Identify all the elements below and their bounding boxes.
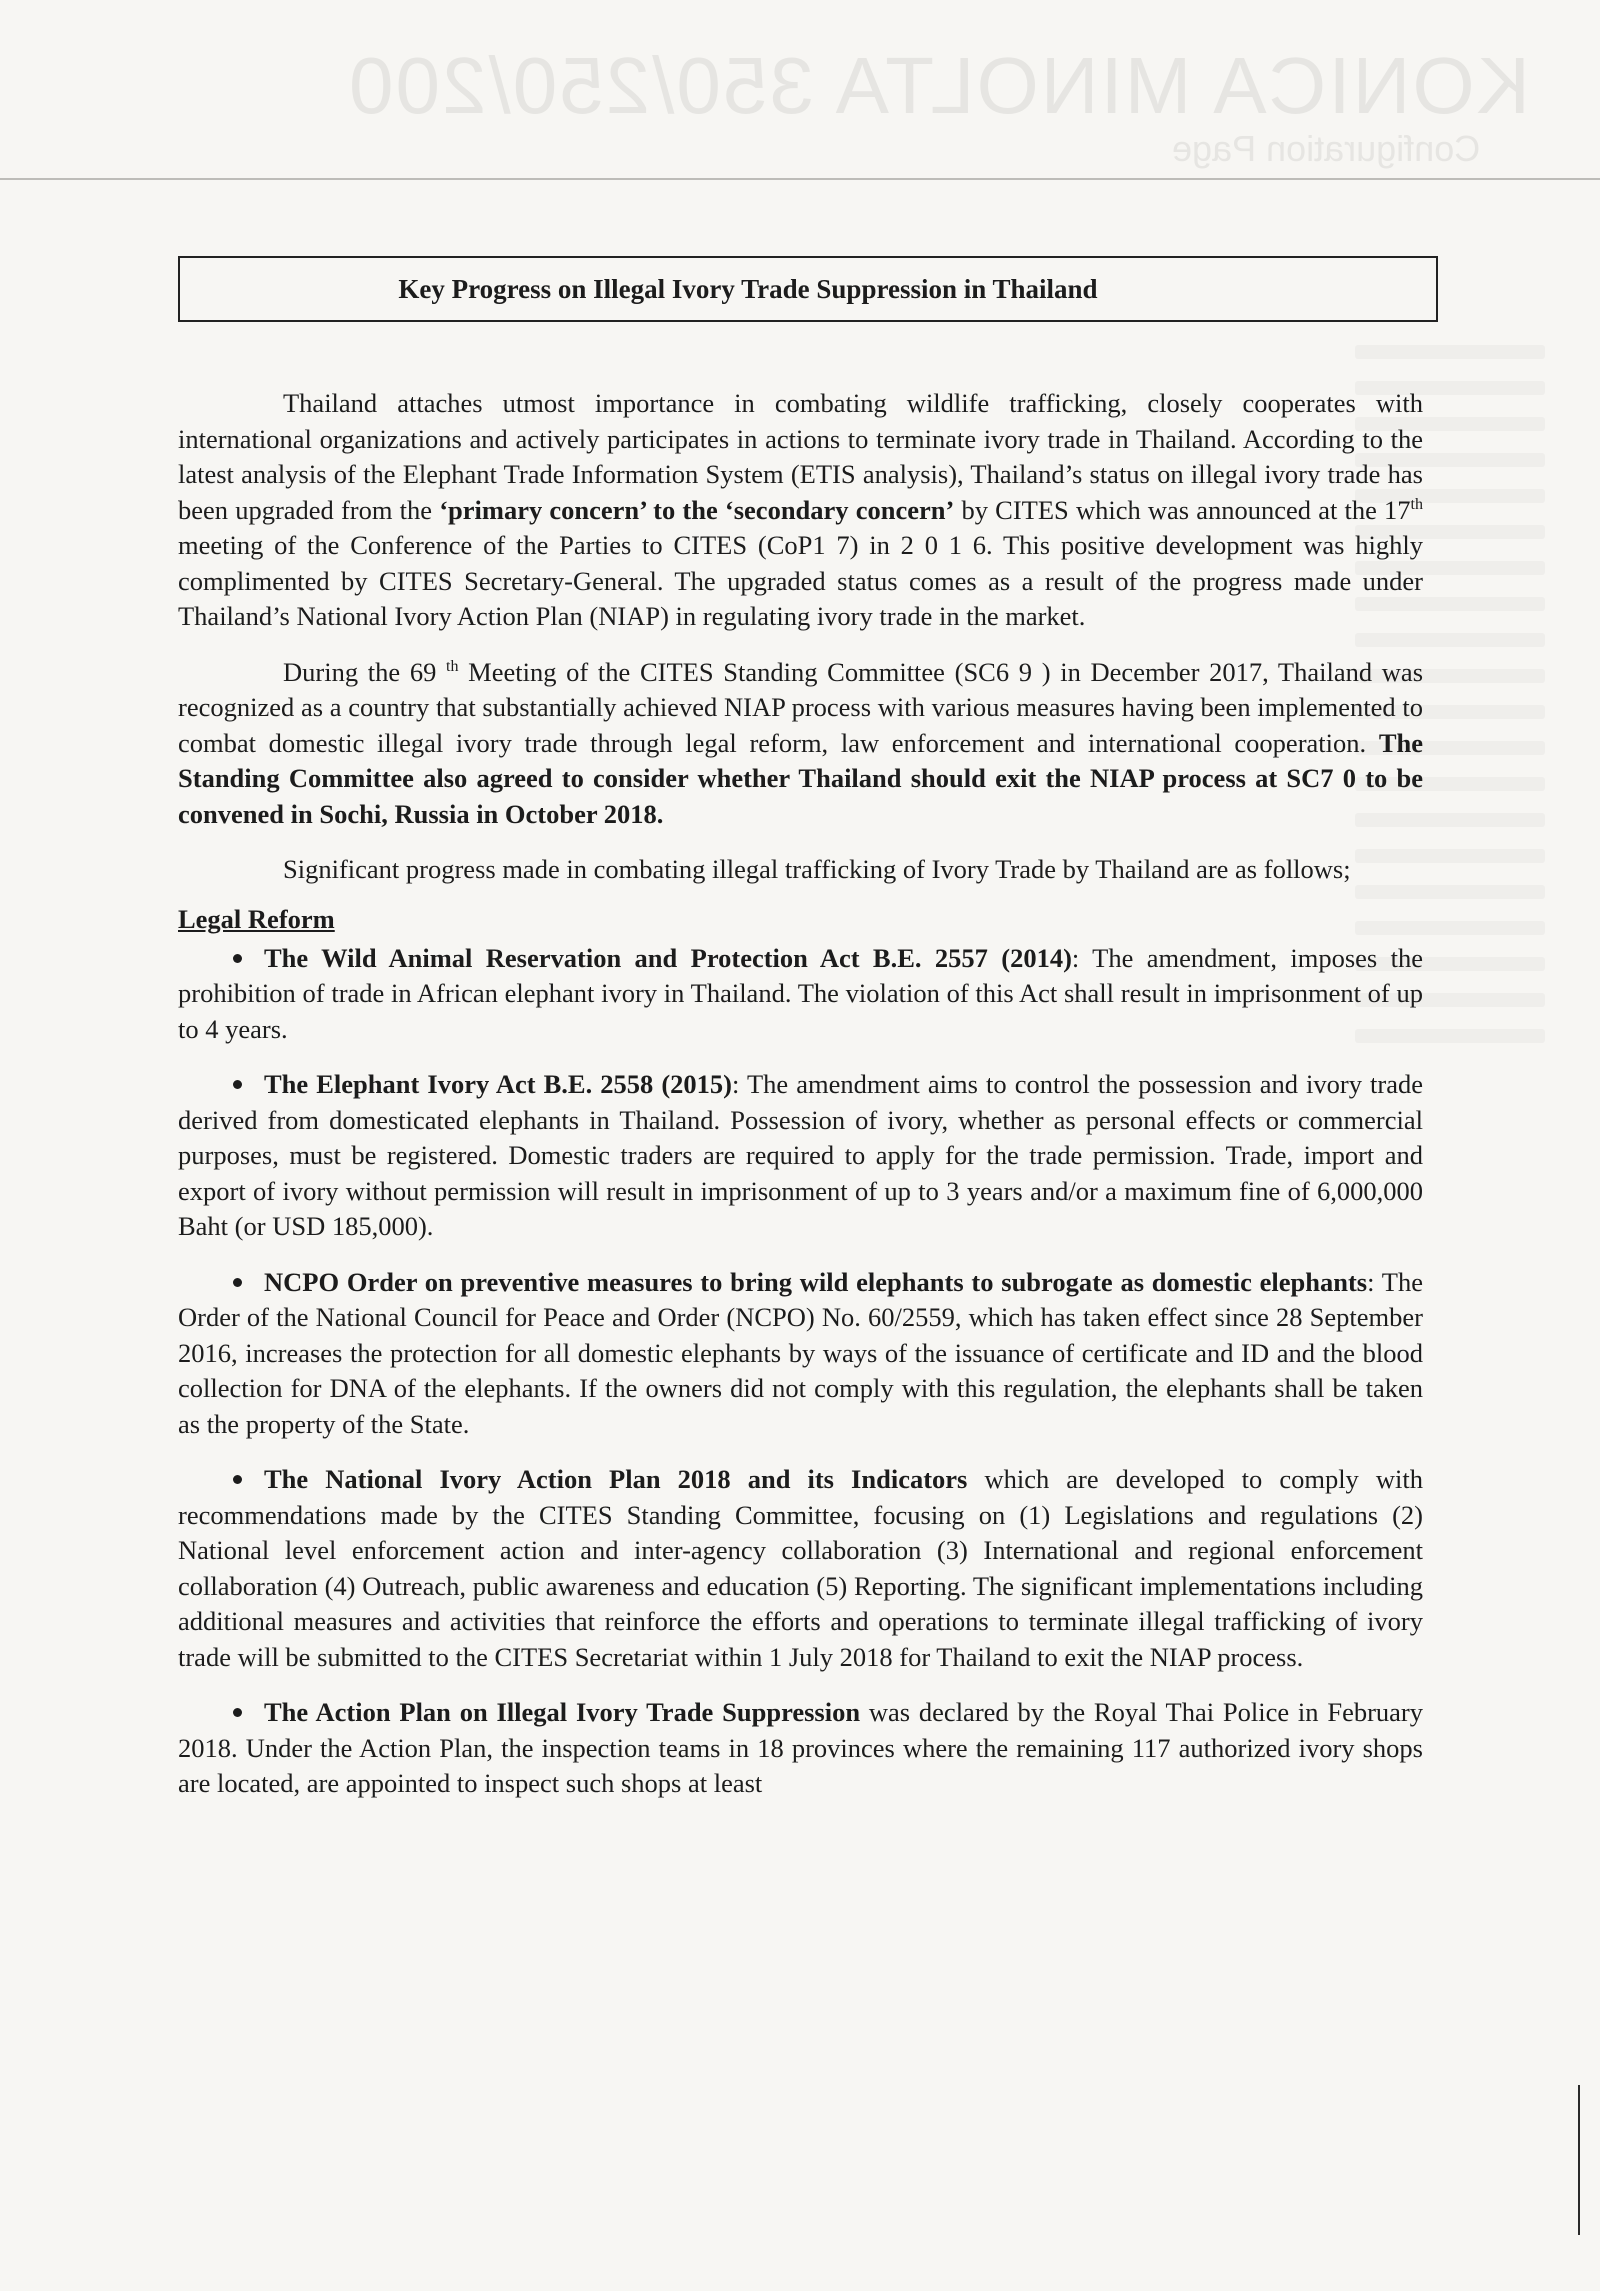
bleed-through-title: KONICA MINOLTA 350/250/200 bbox=[347, 41, 1530, 130]
intro-paragraph: Thailand attaches utmost importance in combating wildlife trafficking, closely cooperates with international organizations and actively participates in actions to terminate ivory trade in Thailand. According to the latest analysis of the Elephant Trade Information System (ETIS analysis), Thailand’s status on illegal ivory trade has been upgraded from the ‘primary concern’ to the ‘secondary concern’ by CITES which was announced at the 17th meeting of the Conference of the Parties to CITES (CoP1 7) in 2 0 1 6. This positive development was highly complimented by CITES Secretary-General. The upgraded status comes as a result of the progress made under Thailand’s National Ivory Action Plan (NIAP) in regulating ivory trade in the market. bbox=[178, 388, 1423, 631]
sc69-paragraph: During the 69 $^{th}$ Meeting of the CITES Standing Committee (SC6 9 ) in December 2017, Thailand was recognized as a country that substantially achieved NIAP process with various measures having been implemented to combat domestic illegal ivory trade through legal reform, law enforcement and international cooperation. The Standing Committee also agreed to consider whether Thailand should exit the NIAP process at SC7 0 to be convened in Sochi, Russia in October 2018. bbox=[178, 656, 1424, 829]
page-title: Key Progress on Illegal Ivory Trade Suppression in Thailand bbox=[398, 273, 1098, 304]
list-item: The National Ivory Action Plan 2018 and its Indicators which are developed to comply with recommendations made by the CITES Standing Committee, focusing on (1) Legislations and regulations (2) National level enforcement action and inter-agency collaboration (3) International and regional enforcement collaboration (4) Outreach, public awareness and education (5) Reporting. The significant implementations including additional measures and activities that reinforce the efforts and operations to terminate illegal trafficking of ivory trade will be submitted to the CITES Secretariat within 1 July 2018 for Thailand to exit the NIAP process. bbox=[178, 1464, 1423, 1672]
margin-mark bbox=[1578, 2085, 1580, 2235]
bullet-icon bbox=[233, 954, 242, 963]
list-item: The Elephant Ivory Act B.E. 2558 (2015): The amendment aims to control the possession and ivory trade derived from domesticated elephants in Thailand. Possession of ivory, whether as personal effects or commercial purposes, must be registered. Domestic traders are required to apply for the trade permission. Trade, import and export of ivory without permission will result in imprisonment of up to 3 years and/or a maximum fine of 6,000,000 Baht (or USD 185,000). bbox=[178, 1069, 1423, 1241]
bullet-icon bbox=[233, 1708, 242, 1717]
list-item: NCPO Order on preventive measures to bring wild elephants to subrogate as domestic elephants: The Order of the National Council for Peace and Order (NCPO) No. 60/2559, which has taken effect since 28 September 2016, increases the protection for all domestic elephants by ways of the issuance of certificate and ID and the blood collection for DNA of the elephants. If the owners did not comply with this regulation, the elephants shall be taken as the property of the State. bbox=[178, 1266, 1423, 1439]
bullet-icon bbox=[233, 1080, 242, 1089]
list-item: The Action Plan on Illegal Ivory Trade Suppression was declared by the Royal Thai Police in February 2018. Under the Action Plan, the inspection teams in 18 provinces where the remaining 117 authorized ivory shops are located, are appointed to inspect such shops at least bbox=[178, 1697, 1423, 1798]
list-item: The Wild Animal Reservation and Protection Act B.E. 2557 (2014): The amendment, imposes the prohibition of trade in African elephant ivory in Thailand. The violation of this Act shall result in imprisonment of up to 4 years. bbox=[178, 942, 1423, 1044]
title-box bbox=[178, 256, 1438, 322]
bullet-icon bbox=[233, 1475, 242, 1484]
bleed-through-subtitle: Configuration Page bbox=[1171, 128, 1480, 169]
document-body bbox=[178, 256, 1423, 1822]
bleed-through-rule bbox=[0, 178, 1600, 180]
bullet-icon bbox=[233, 1278, 242, 1287]
progress-paragraph: Significant progress made in combating illegal trafficking of Ivory Trade by Thailand are as follows; bbox=[283, 854, 1351, 884]
section-heading-legal-reform: Legal Reform bbox=[178, 903, 335, 934]
